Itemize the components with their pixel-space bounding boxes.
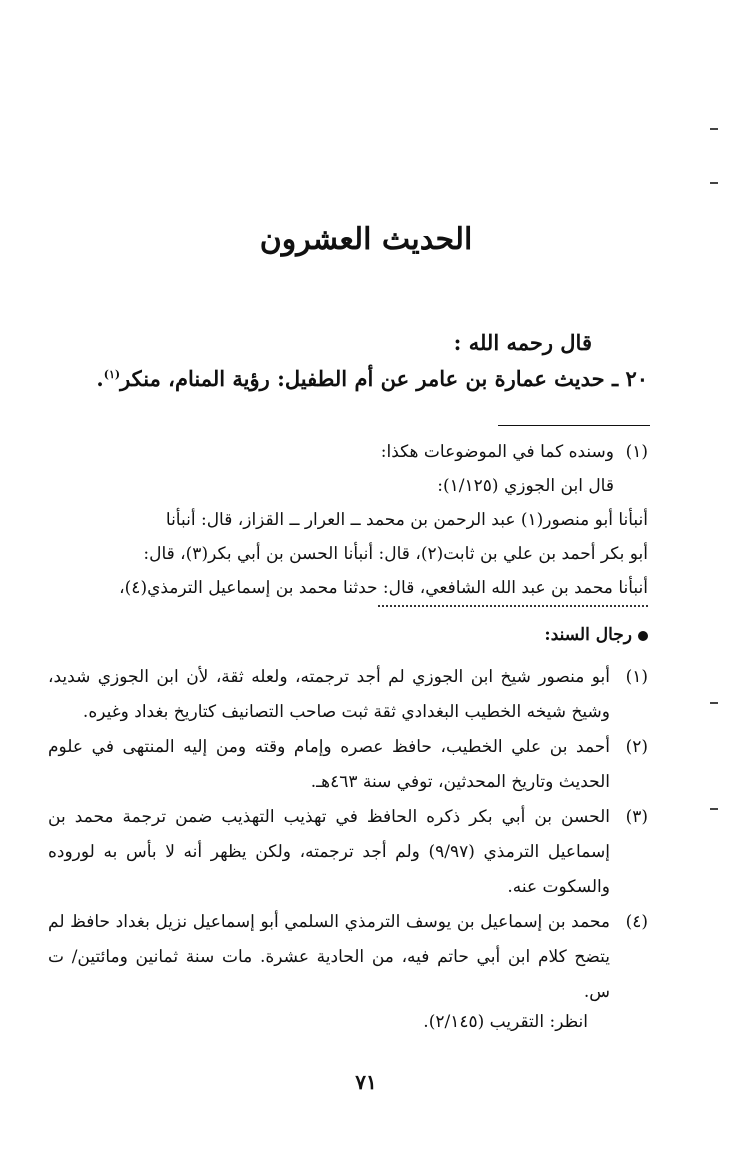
note-text: محمد بن إسماعيل بن يوسف الترمذي السلمي أبو إسماعيل نزيل بغداد حافظ لم يتضح كلام ابن أبي حاتم فيه، من الحادية عشرة. مات سنة ثمانين ومائتين/ ت س. <box>48 912 610 1002</box>
margin-mark <box>710 702 718 704</box>
narrators-heading-text: رجال السند: <box>544 625 632 645</box>
hadith-end: . <box>96 366 104 391</box>
footnote-line-1 <box>48 436 648 469</box>
note-text: أحمد بن علي الخطيب، حافظ عصره وإمام وقته ومن إليه المنتهى في علوم الحديث وتاريخ المحدثين، توفي سنة ٤٦٣هـ. <box>48 737 610 792</box>
note-text: الحسن بن أبي بكر ذكره الحافظ في تهذيب التهذيب ضمن ترجمة محمد بن إسماعيل الترمذي (٩/٩٧) ولم أجد ترجمته، ولكن يظهر أنه لا بأس به لوروده والسكوت عنه. <box>48 807 610 897</box>
footnote-line-5: أنبأنا محمد بن عبد الله الشافعي، قال: حدثنا محمد بن إسماعيل الترمذي(٤)، <box>119 578 648 598</box>
page-number: ٧١ <box>355 1070 377 1094</box>
margin-mark <box>710 128 718 130</box>
bullet-icon <box>638 631 648 641</box>
margin-mark <box>710 808 718 810</box>
final-reference: انظر: التقريب (٢/١٤٥). <box>423 1012 588 1032</box>
narrator-note <box>48 905 648 1010</box>
note-number: (٢) <box>625 737 648 757</box>
footnote-separator <box>498 425 650 426</box>
hadith-number: ٢٠ ـ <box>611 366 648 391</box>
footnote-line-2: قال ابن الجوزي (١/١٢٥): <box>437 476 614 496</box>
narrators-heading <box>544 625 648 645</box>
narrator-note <box>48 730 648 800</box>
intro-line: قال رحمه الله : <box>453 330 592 355</box>
narrator-note <box>48 660 648 730</box>
hadith-text: حديث عمارة بن عامر عن أم الطفيل: رؤية المنام، منكر <box>120 366 605 391</box>
footnote-number: (١) <box>625 442 648 462</box>
hadith-line <box>48 366 648 391</box>
footnote-line-3: أنبأنا أبو منصور(١) عبد الرحمن بن محمد ــ العرار ــ القزاز، قال: أنبأنا <box>165 510 648 530</box>
note-number: (١) <box>625 667 648 687</box>
margin-mark <box>710 182 718 184</box>
note-number: (٣) <box>625 807 648 827</box>
narrator-note <box>48 800 648 905</box>
note-text: أبو منصور شيخ ابن الجوزي لم أجد ترجمته، ولعله ثقة، لأن ابن الجوزي شديد، وشيخ شيخه الخطيب البغدادي ثقة ثبت صاحب التصانيف كتاريخ بغداد وغيره. <box>48 667 610 722</box>
footnote-line-4: أبو بكر أحمد بن علي بن ثابت(٢)، قال: أنبأنا الحسن بن أبي بكر(٣)، قال: <box>143 544 648 564</box>
chapter-title: الحديث العشرون <box>259 222 473 257</box>
footnote-text: وسنده كما في الموضوعات هكذا: <box>380 442 614 462</box>
hadith-ref: (١) <box>103 368 121 381</box>
note-number: (٤) <box>625 912 648 932</box>
dotted-divider <box>378 605 648 607</box>
